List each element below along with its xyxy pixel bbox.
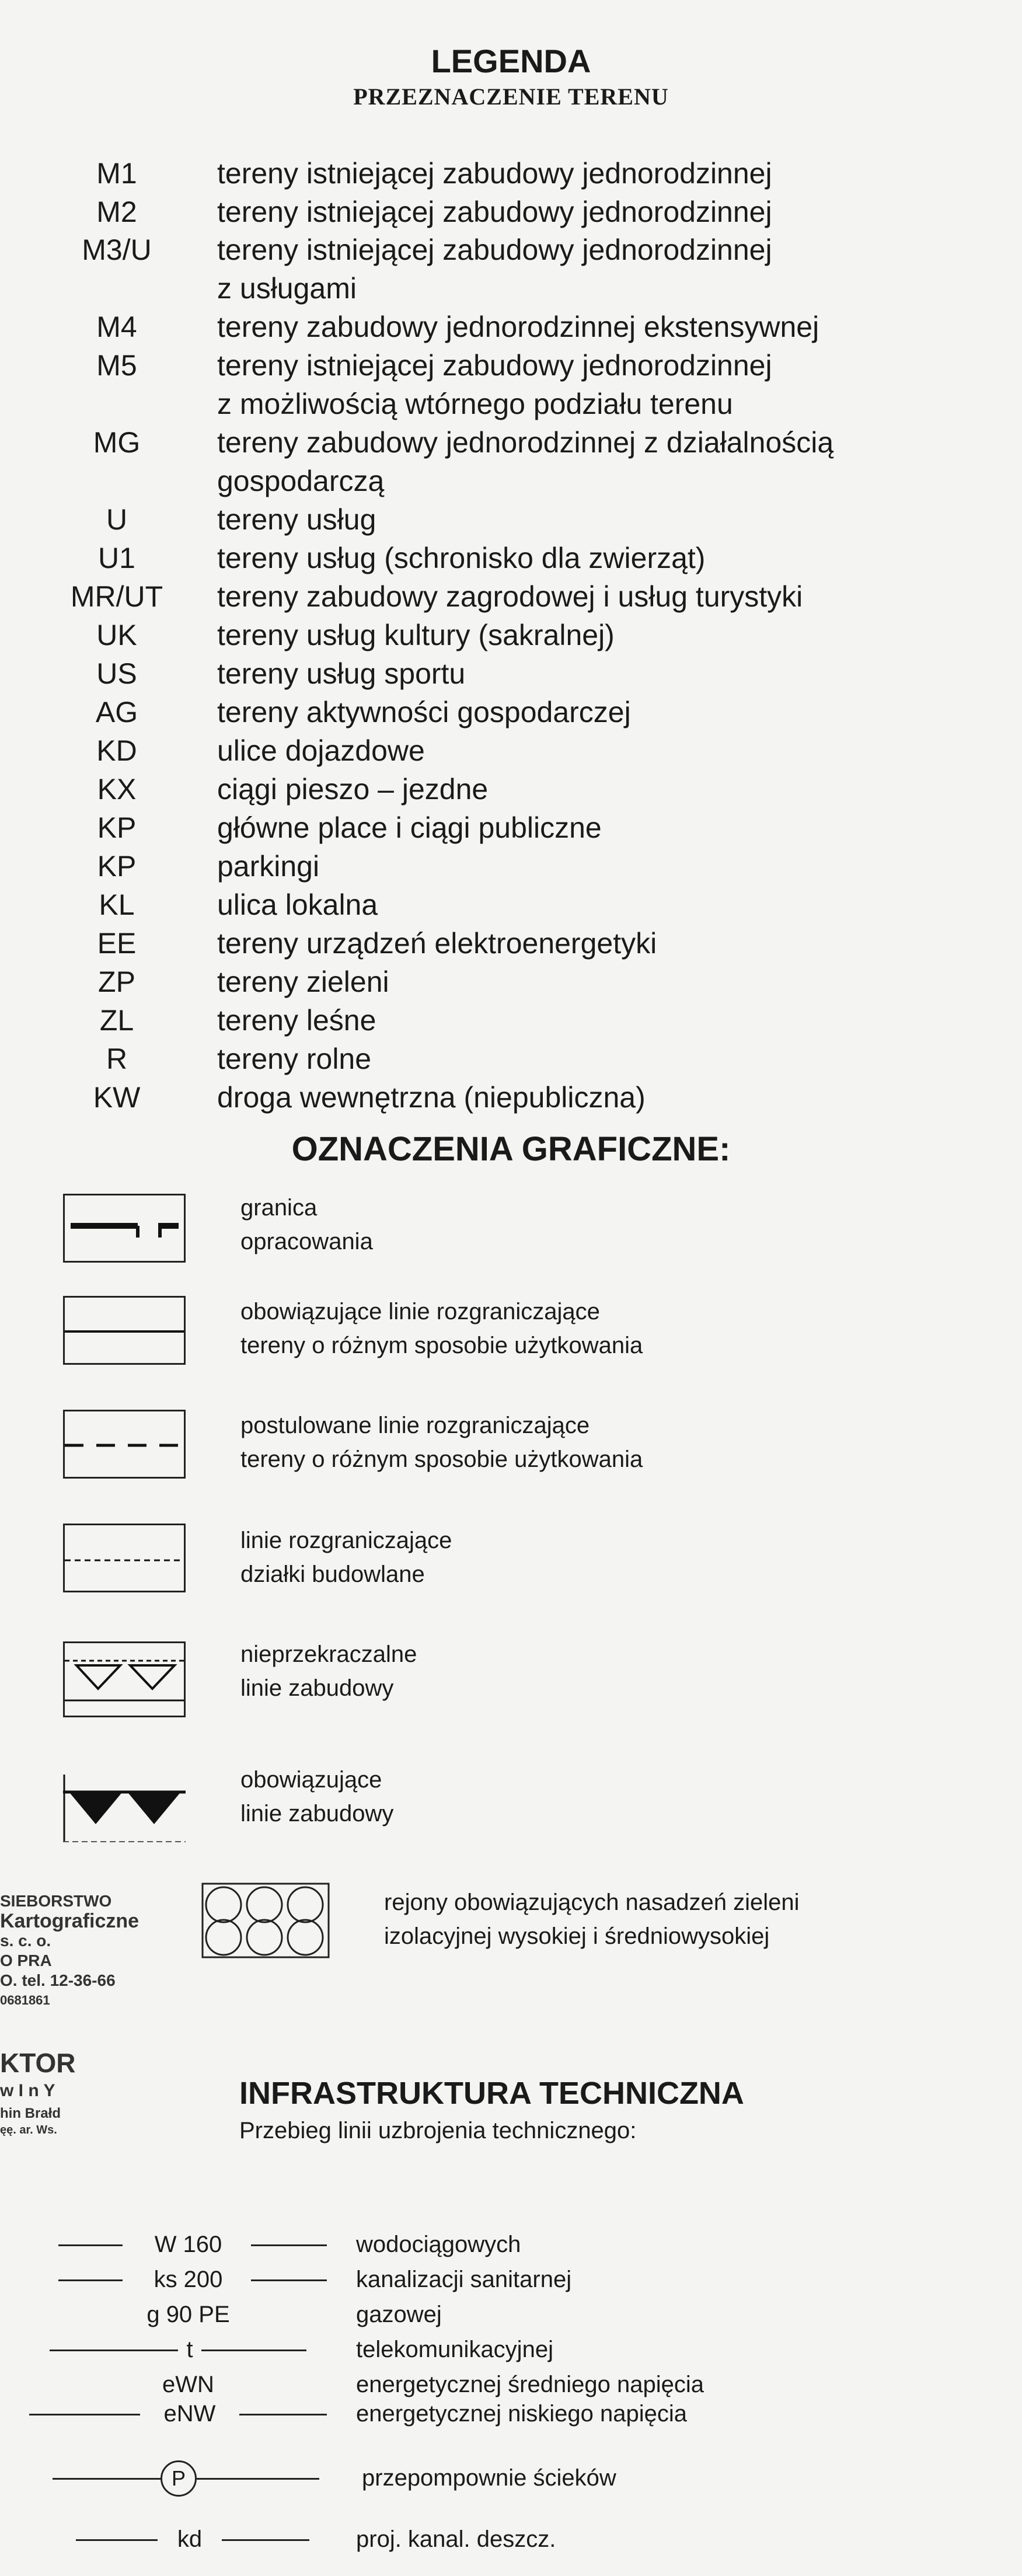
land-use-code: AG: [95, 696, 138, 728]
infra-code: W 160: [154, 2232, 222, 2257]
infra-line: [50, 2350, 178, 2351]
infra-desc: proj. kanal. deszcz.: [356, 2526, 556, 2552]
fine-dashed-line-icon: [65, 1525, 186, 1592]
symbol-label: rejony obowiązujących nasadzeń zieleni izolacyjnej wysokiej i średniowysokiej: [384, 1890, 800, 1949]
infra-line: [251, 2244, 327, 2246]
office-stamp: SIEBORSTWO Kartograficzne s. c. o. O PRA O. tel. 12-36-66 0681861: [0, 1892, 139, 2007]
land-use-desc: tereny istniejącej zabudowy jednorodzinnej: [217, 349, 772, 382]
land-use-code: KP: [97, 811, 137, 844]
land-use-desc: tereny usług sportu: [217, 657, 466, 690]
infra-desc: energetycznej średniego napięcia: [356, 2372, 704, 2397]
infra-desc: energetycznej niskiego napięcia: [356, 2401, 688, 2427]
land-use-code: U: [106, 503, 128, 536]
infra-line: [197, 2478, 319, 2480]
infra-desc: wodociągowych: [356, 2232, 521, 2257]
land-use-code: KP: [97, 850, 137, 883]
land-use-code: KL: [99, 888, 135, 921]
infra-line: [53, 2478, 161, 2480]
land-use-desc: tereny leśne: [217, 1004, 376, 1037]
land-use-code: MG: [93, 426, 141, 459]
infra-line: [58, 2279, 123, 2281]
land-use-desc: tereny zabudowy jednorodzinnej z działalnością: [217, 426, 834, 459]
infra-line: [251, 2279, 327, 2281]
symbol-proposed-lines: [63, 1410, 186, 1479]
land-use-code: M2: [96, 196, 137, 228]
land-use-desc: główne place i ciągi publiczne: [217, 811, 602, 844]
symbol-nonexceedable-building-lines: [63, 1641, 186, 1717]
infra-desc: kanalizacji sanitarnej: [356, 2267, 572, 2292]
infra-line: [58, 2244, 123, 2246]
land-use-desc: tereny rolne: [217, 1043, 372, 1075]
land-use-desc: tereny zabudowy zagrodowej i usług turystyki: [217, 580, 803, 613]
infra-code: g 90 PE: [147, 2302, 230, 2327]
land-use-code: U1: [98, 542, 135, 574]
symbol-mandatory-building-lines: [63, 1769, 186, 1856]
infra-code: eNW: [163, 2401, 216, 2427]
legend-title: LEGENDA: [431, 43, 591, 79]
land-use-desc: tereny istniejącej zabudowy jednorodzinnej: [217, 233, 772, 266]
infra-desc: telekomunikacyjnej: [356, 2337, 553, 2362]
infra-code: t: [186, 2337, 193, 2362]
symbol-label: obowiązujące linie zabudowy: [240, 1767, 394, 1826]
land-use-code: M4: [96, 311, 137, 343]
land-use-code: KW: [93, 1081, 141, 1114]
land-use-code: ZL: [99, 1004, 134, 1037]
land-use-desc: droga wewnętrzna (niepubliczna): [217, 1081, 646, 1114]
land-use-desc: tereny usług kultury (sakralnej): [217, 619, 615, 651]
land-use-code: KD: [96, 734, 137, 767]
symbol-mandatory-lines: [63, 1296, 186, 1365]
land-use-code: M5: [96, 349, 137, 382]
infra-line: [201, 2350, 306, 2351]
dashed-line-icon: [65, 1411, 186, 1479]
land-use-desc: ulice dojazdowe: [217, 734, 425, 767]
infra-line: [29, 2414, 140, 2415]
land-use-code: R: [106, 1043, 128, 1075]
symbol-label: postulowane linie rozgraniczające tereny o różnym sposobie użytkowania: [240, 1413, 643, 1472]
filled-triangles-icon: [63, 1769, 186, 1856]
land-use-code: MR/UT: [70, 580, 163, 613]
land-use-desc: ciągi pieszo – jezdne: [217, 773, 489, 806]
infra-line: [222, 2539, 309, 2541]
infrastructure-heading: INFRASTRUKTURA TECHNICZNA: [239, 2076, 744, 2111]
land-use-desc: z możliwością wtórnego podziału terenu: [217, 388, 733, 420]
land-use-code: M3/U: [82, 233, 152, 266]
land-use-desc: gospodarczą: [217, 465, 385, 497]
land-use-desc: tereny istniejącej zabudowy jednorodzinnej: [217, 196, 772, 228]
graphics-heading: OZNACZENIA GRAFICZNE:: [291, 1130, 731, 1168]
infra-desc: gazowej: [356, 2302, 442, 2327]
land-use-code: UK: [96, 619, 137, 651]
land-use-code: US: [96, 657, 137, 690]
land-use-desc: parkingi: [217, 850, 320, 883]
land-use-code: ZP: [98, 965, 135, 998]
symbol-label: nieprzekraczalne linie zabudowy: [240, 1641, 417, 1701]
symbol-label: linie rozgraniczające działki budowlane: [240, 1528, 452, 1587]
land-use-desc: tereny istniejącej zabudowy jednorodzinnej: [217, 157, 772, 190]
study-boundary-icon: [65, 1195, 186, 1263]
tree-circles-icon: [201, 1883, 330, 1958]
infra-row-sewage: [0, 2262, 1022, 2297]
pump-station-icon: P: [161, 2460, 197, 2497]
land-use-code: M1: [96, 157, 137, 190]
infra-code: ks 200: [154, 2267, 223, 2292]
symbol-study-boundary: [63, 1194, 186, 1263]
land-use-desc: tereny zabudowy jednorodzinnej ekstensywnej: [217, 311, 819, 343]
infra-line: [239, 2414, 327, 2415]
land-use-desc: tereny urządzeń elektroenergetyki: [217, 927, 657, 960]
infra-row-telecom: [0, 2332, 1022, 2367]
land-use-code: EE: [97, 927, 137, 960]
symbol-label: granica opracowania: [240, 1195, 373, 1254]
infrastructure-subheading: Przebieg linii uzbrojenia technicznego:: [239, 2118, 637, 2143]
infra-row-low-voltage: [0, 2396, 1022, 2431]
land-use-desc: tereny usług (schronisko dla zwierząt): [217, 542, 706, 574]
symbol-green-planting: [201, 1883, 330, 1961]
infra-row-storm-drain: [0, 2522, 1022, 2557]
infra-code: kd: [177, 2526, 203, 2552]
infra-row-gas: [0, 2297, 1022, 2332]
land-use-code: KX: [97, 773, 137, 806]
land-use-desc: tereny usług: [217, 503, 376, 536]
office-stamp-2: KTOR w I n Y hin Brałd ęę. ar. Ws.: [0, 2048, 76, 2136]
infra-row-water: [0, 2227, 1022, 2262]
legend-subtitle: PRZEZNACZENIE TERENU: [353, 83, 669, 110]
symbol-plot-lines: [63, 1524, 186, 1592]
infra-code: eWN: [162, 2372, 214, 2397]
infra-line: [76, 2539, 158, 2541]
land-use-desc: z usługami: [217, 272, 357, 305]
symbol-label: obowiązujące linie rozgraniczające tereny o różnym sposobie użytkowania: [240, 1299, 643, 1358]
solid-line-icon: [65, 1298, 186, 1365]
land-use-desc: tereny zieleni: [217, 965, 389, 998]
infra-row-pumping-station: [0, 2460, 1022, 2495]
hollow-triangles-icon: [65, 1643, 186, 1717]
land-use-desc: ulica lokalna: [217, 888, 378, 921]
infra-desc: przepompownie ścieków: [362, 2465, 616, 2491]
land-use-desc: tereny aktywności gospodarczej: [217, 696, 631, 728]
